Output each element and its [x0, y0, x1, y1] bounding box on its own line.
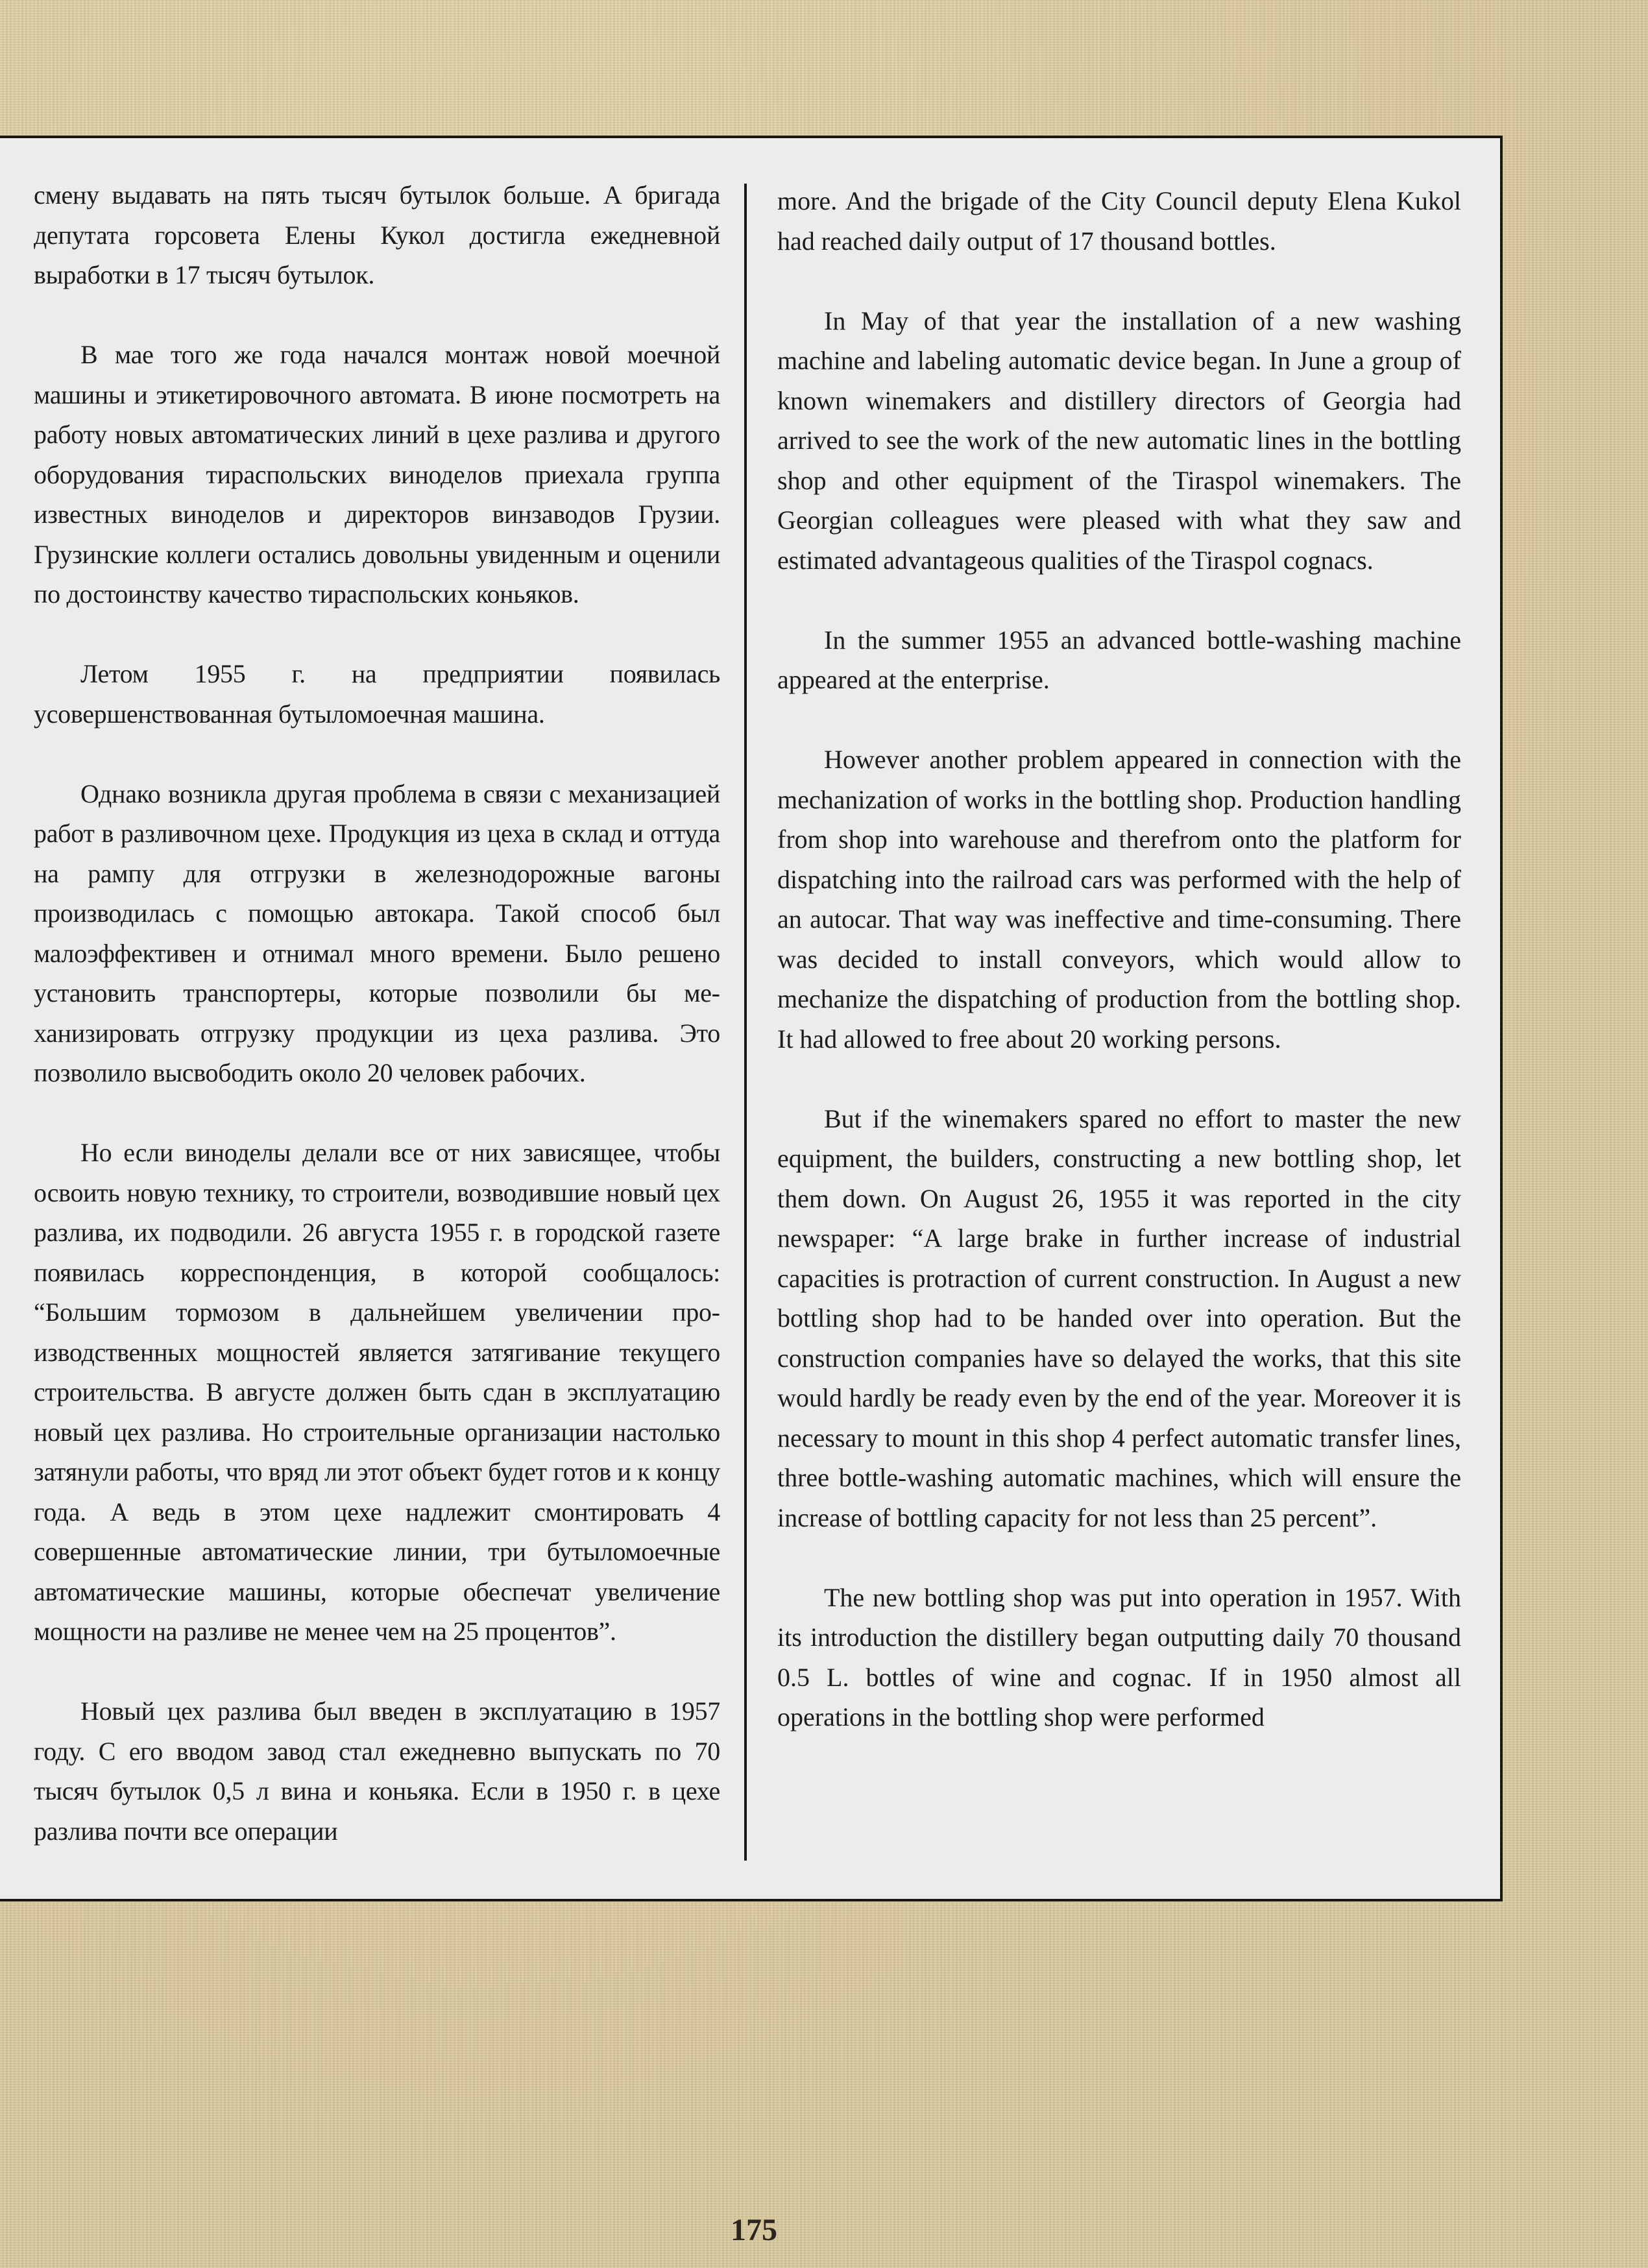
- en-paragraph-2: In May of that year the installation of a new washing machine and labeling automatic device began. In June a group of known winemakers and distillery directors of Georgia had arrived to see the work of the new automatic lines in the bottling shop and other equipment of the Tiraspol winemakers. The Georgian colleagues were pleased with what they saw and estimated advantageous qualities of the Tiraspol cognacs.: [777, 306, 1461, 575]
- en-paragraph-4: However another problem appeared in connection with the mechanization of works in the bottling shop. Production handling from shop into warehouse and therefrom onto the platform for dispatching into the railroad cars was performed with the help of an autocar. That way was ineffective and time-consuming. There was decided to install conveyors, which would allow to mechanize the dispatching of production from the bottling shop. It had allowed to free about 20 working persons.: [777, 745, 1461, 1054]
- ru-paragraph-5: Но если виноделы делали все от них зависящее, чтобы освоить новую технику, то строители, возводившие новый цех разлива, их подводили. 26 августа 1955 г. в городской газете появилась корреспонденция, в которой сообщалось: “Большим тормозом в дальнейшем увеличении производственных мощностей является затягивание текущего строительства. В августе должен быть сдан в эксплуатацию новый цех разлива. Но строительные организации настолько затянули работы, что вряд ли этот объект будет готов и к концу года. А ведь в этом цехе надлежит смонтировать 4 совершенные автоматические линии, три бутыломоечные автоматические машины, которые обеспечат увеличение мощности на разливе не менее чем на 25 процентов”.: [34, 1138, 720, 1646]
- column-divider: [744, 184, 747, 1861]
- ru-paragraph-6: Новый цех разлива был введен в эксплуатацию в 1957 году. С его вводом завод стал ежедневно выпускать по 70 тысяч бутылок 0,5 л вина и коньяка. Если в 1950 г. в цехе разлива почти все операции: [34, 1696, 720, 1846]
- en-paragraph-6: The new bottling shop was put into operation in 1957. With its introduction the distillery began outputting daily 70 thousand 0.5 L. bottles of wine and cognac. If in 1950 almost all operations in the bottling shop were performed: [777, 1582, 1461, 1731]
- ru-paragraph-1: смену выдавать на пять тысяч бутылок больше. А бригада депутата горсовета Елены Кукол достигла ежедневной выработки в 17 тысяч бутылок.: [34, 180, 720, 289]
- en-paragraph-1: more. And the brigade of the City Council deputy Elena Kukol had reached daily output of 17 thousand bottles.: [777, 186, 1461, 256]
- en-paragraph-3: In the summer 1955 an advanced bottle-washing machine appeared at the enterprise.: [777, 625, 1461, 694]
- en-paragraph-5: But if the winemakers spared no effort to master the new equipment, the builders, constructing a new bottling shop, let them down. On August 26, 1955 it was reported in the city newspaper: “A large brake in further increase of industrial capacities is protraction of current construction. In August a new bottling shop had to be handed over into operation. But the construction companies have so delayed the works, that this site would hardly be ready even by the end of the year. Moreover it is necessary to mount in this shop 4 perfect automatic transfer lines, three bottle-washing automatic machines, which will ensure the increase of bottling capacity for not less than 25 percent”.: [777, 1104, 1461, 1532]
- russian-text-column: [34, 175, 720, 1891]
- page-number: 175: [731, 2213, 777, 2247]
- ru-paragraph-3: Летом 1955 г. на предприятии появилась усовершенствованная бутыломоечная машина.: [34, 659, 720, 729]
- english-text-column: [777, 181, 1461, 1777]
- ru-paragraph-4: Однако возникла другая проблема в связи с механизацией работ в разливочном цехе. Продукция из цеха в склад и оттуда на рампу для отгрузки в железнодорожные вагоны производилась с помощью автокара. Такой способ был малоэффективен и отнимал много времени. Было решено установить транспортеры, которые позволили бы механизировать отгрузку продукции из цеха разлива. Это позволило высвободить около 20 человек рабочих.: [34, 778, 720, 1087]
- ru-paragraph-2: В мае того же года начался монтаж новой моечной машины и этикетировочного автомата. В июне посмотреть на работу новых автоматических линий в цехе разлива и другого оборудования тираспольских виноделов приехала группа известных виноделов и директоров винзаводов Грузии. Грузинские коллеги остались довольны увиденным и оценили по достоинству качество тираспольских коньяков.: [34, 340, 720, 609]
